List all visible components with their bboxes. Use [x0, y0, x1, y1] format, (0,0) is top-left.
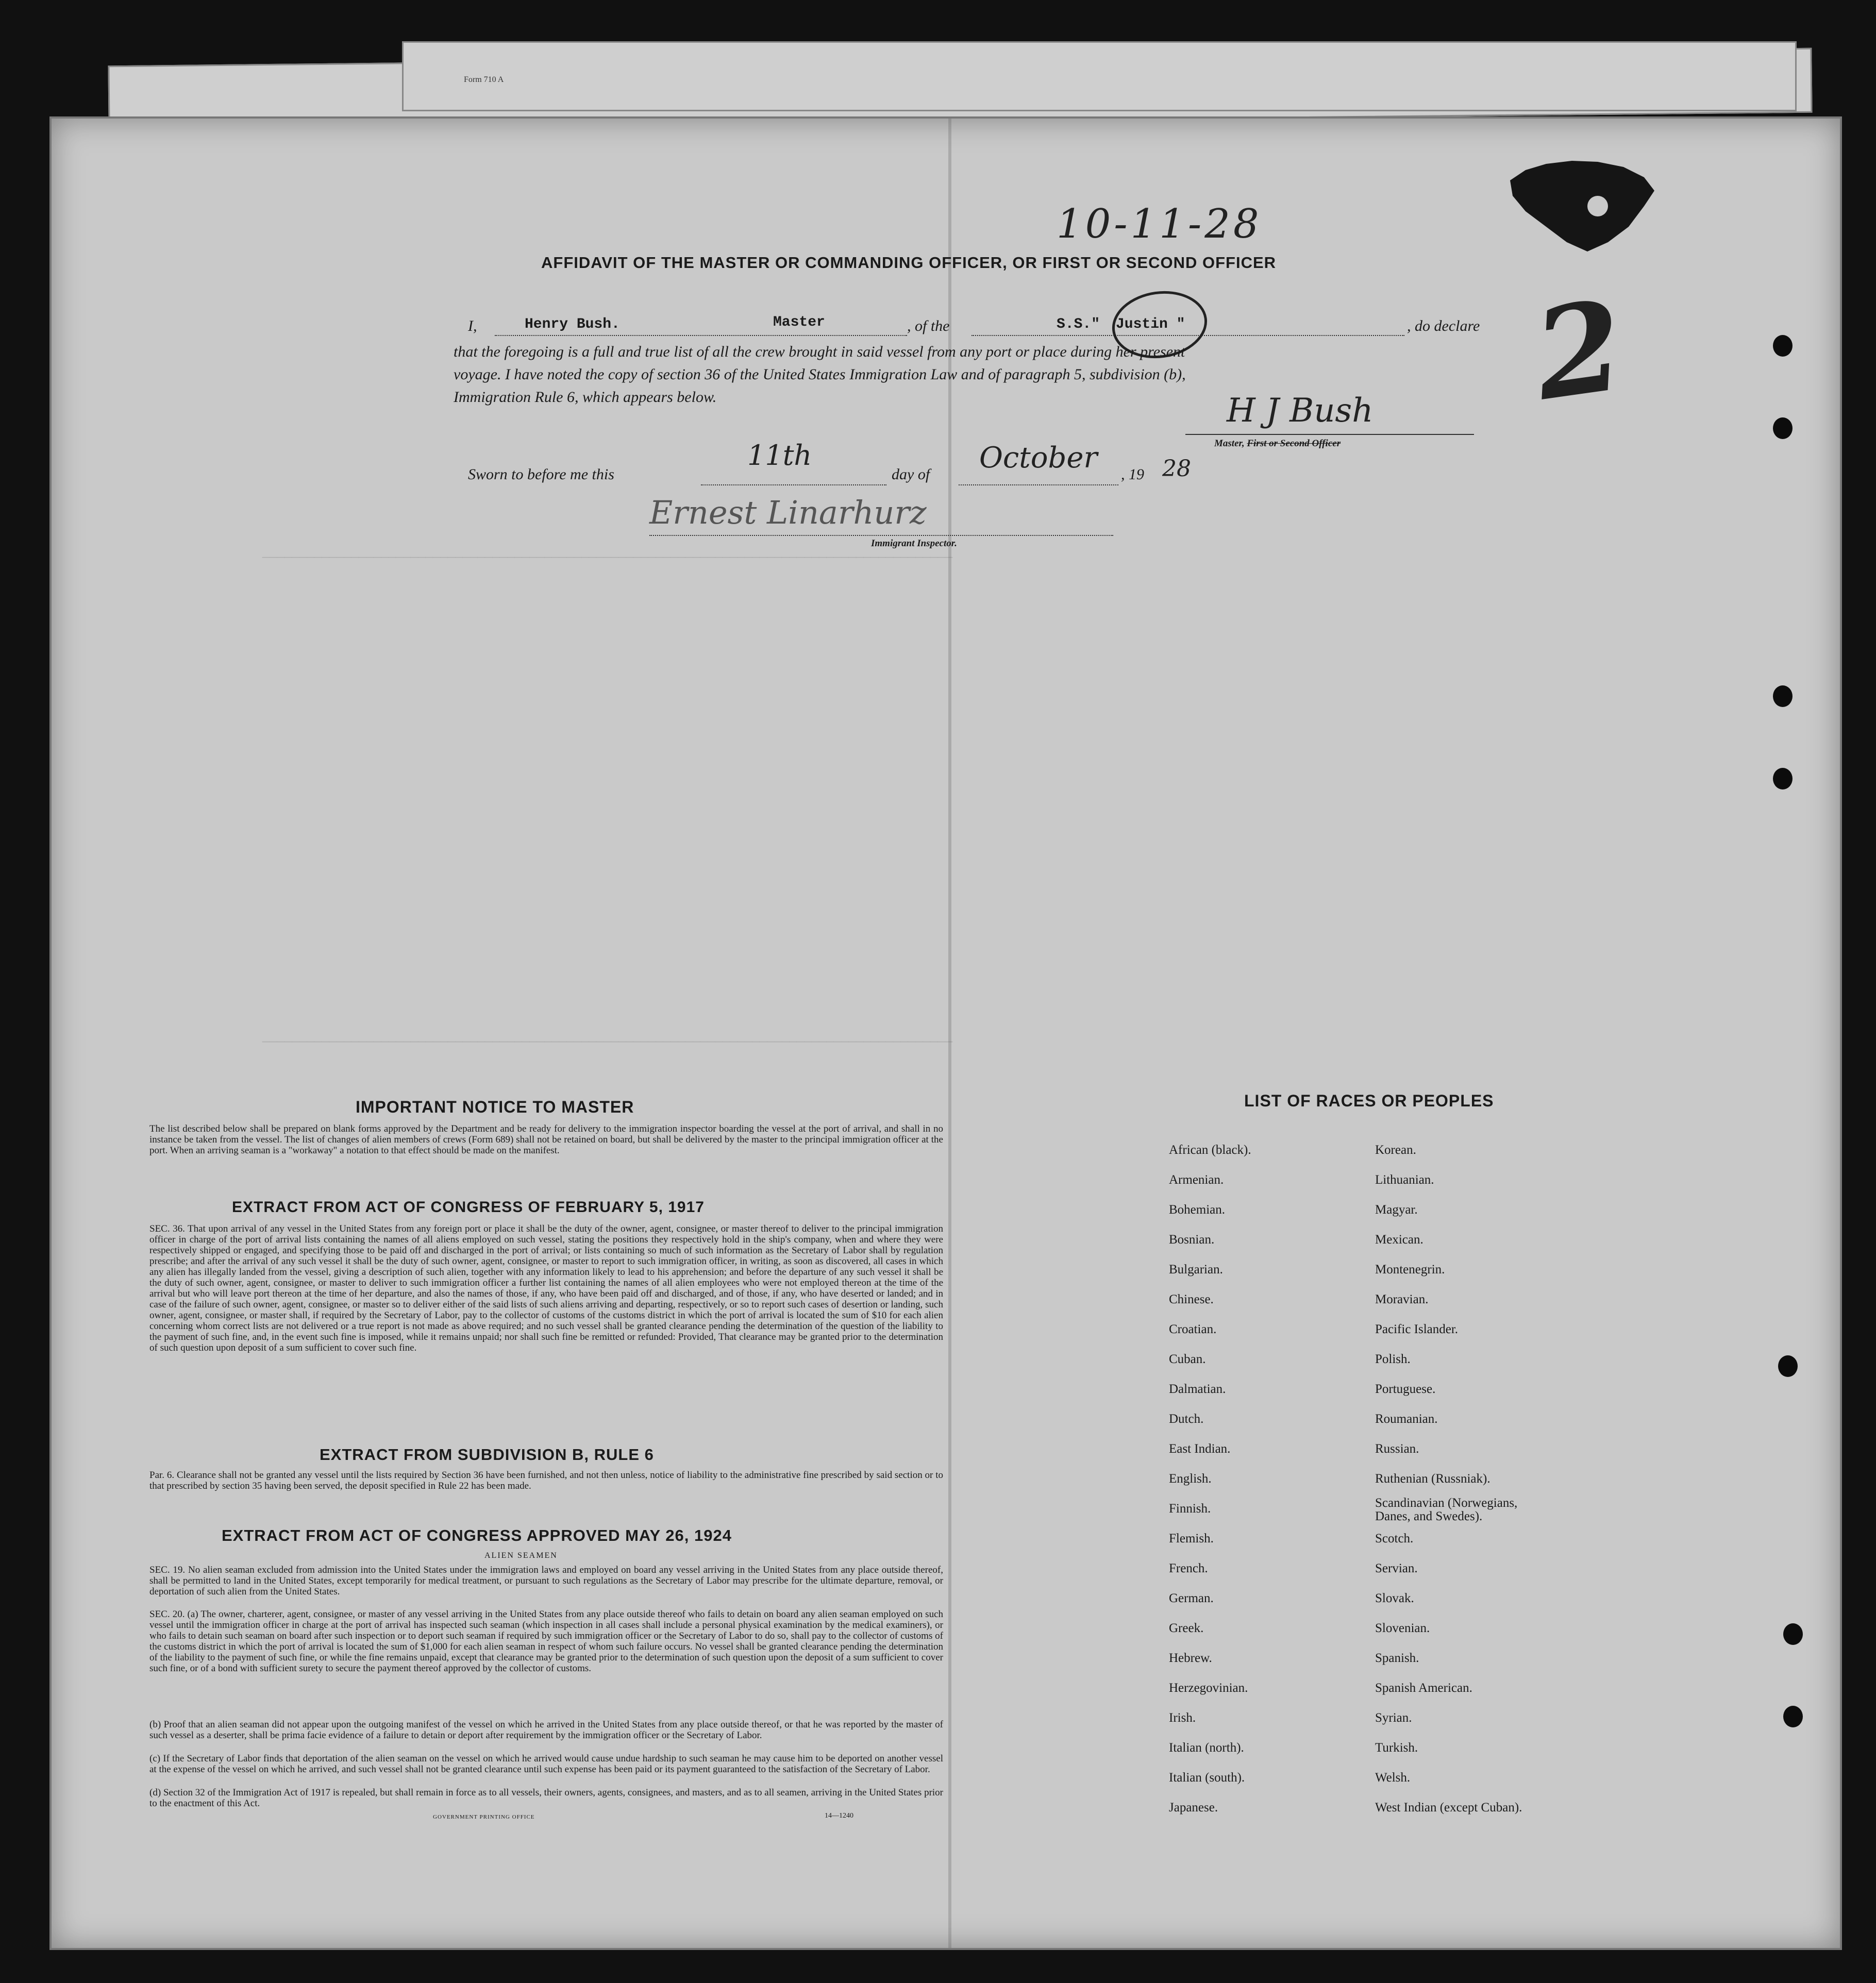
race-item: Scotch.: [1375, 1532, 1414, 1545]
race-item: Scandinavian (Norwegians, Danes, and Swedes).: [1375, 1496, 1518, 1523]
race-item: Moravian.: [1375, 1292, 1429, 1306]
race-item: Finnish.: [1169, 1502, 1211, 1516]
race-item: East Indian.: [1169, 1442, 1231, 1456]
race-item: Chinese.: [1169, 1292, 1214, 1306]
race-item: Armenian.: [1169, 1173, 1224, 1187]
extract-1924-sec20a: SEC. 20. (a) The owner, charterer, agent, consignee, or master of any vessel arriving in the United States from any place outside thereof who fails to detain on board any alien seaman employed on such vessel until the immigration officer in charge at the port of arrival has inspected such seaman (which inspection in all cases shall include a personal physical examination by the medical examiners), or who fails to detain such seaman on board after such inspection or to deport such seaman if required by such immigration officer or the Secretary of Labor to do so, shall pay to the collector of customs of the customs district in which the port of arrival is located the sum of $1,000 for each alien seaman in respect of whom such failure occurs. No vessel shall be granted clearance pending the determination of the liability to the payment of such fine, or while the fine remains unpaid, except that clearance may be granted prior to the determination of such question upon the deposit of a sum sufficient to cover such fine, or of a bond with sufficient surety to secure the payment thereof approved by the collector of customs.: [149, 1609, 943, 1674]
master-signature: H J Bush: [1227, 392, 1373, 430]
affidavit-sheet: ───────────────────────────────────────────────────────────────────────────────────────────── ───────────────────────────────────────────────────────────────────────────────────────────── 10-11-28 2 AFFIDAVIT OF THE MASTER OR COMMANDING OFFICER, OR FIRST OR SECOND OFFICER I, Henry Bush. Master , of the S.S." Justin " , do declare that the foregoing is a full and true list of all the crew brought in said vessel from any port or place during her present voyage. I have noted the copy of section 36 of the United States Immigration Law and of paragraph 5, subdivision (b), Immigration Rule 6, which appears below. H J Bush Master, First or Second Officer Sworn to before me this 11th day of October , 19 28 Ernest Linarhurz Immigrant Inspector. IMPORTANT NOTICE TO MASTER The list described below shall be prepared on blank forms approved by the Department and be ready for delivery to the immigration inspector boarding the vessel at the port of arrival, and shall in no instance be taken from the vessel. The list of changes of alien members of crews (Form 689) shall not be retained on board, but shall be delivered by the master to the principal immigration officer at the port. When an arriving seaman is a "workaway" a notation to that effect should be made on the manifest. EXTRACT FROM ACT OF CONGRESS OF FEBRUARY 5, 1917 SEC. 36. That upon arrival of any vessel in the United States from any foreign port or place it shall be the duty of the owner, agent, consignee, or master thereof to deliver to the principal immigration officer in charge of the port of arrival lists containing the names of all aliens employed on such vessel, stating the positions they respectively hold in the ship's company, when and where they were respectively shipped or engaged, and specifying those to be paid off and discharged in the port of arrival; or lists containing so much of such information as the Secretary of Labor shall by regulation prescribe; and after the arrival of any such vessel it shall be the duty of such owner, agent, consignee, or master to report to such immigration officer, in writing, as soon as discovered, all cases in which any alien has illegally landed from the vessel, giving a description of such alien, together with any information likely to lead to his apprehension; and before the departure of any such vessel it shall be the duty of such owner, agent, consignee, or master to deliver to such immigration officer a further list containing the names of all alien employees who were not employed thereon at the time of the arrival but who will leave port thereon at the time of her departure, and also the names of those, if any, who have been paid off and discharged, and of those, if any, who have deserted or landed; and in case of the failure of such owner, agent, consignee, or master so to deliver either of the said lists of such aliens arriving and departing, respectively, or so to report such cases of desertion or landing, such owner, agent, consignee, or master shall, if required by the Secretary of Labor, pay to the collector of customs of the customs district in which the port of arrival is located the sum of $10 for each alien concerning whom correct lists are not delivered or a true report is not made as above required; and no such vessel shall be granted clearance pending the determination of the question of the liability to the payment of such fine, and, in the event such fine is imposed, while it remains unpaid; nor shall such fine be remitted or refunded: Provided, That clearance may be granted prior to the determination of such question upon deposit of a sum sufficient to cover such fine. EXTRACT FROM SUBDIVISION B, RULE 6 Par. 6. Clearance shall not be granted any vessel until the lists required by Section 36 have been furnished, and not then unless, notice of liability to the administrative fine prescribed by said section or to that prescribed by section 35 having been served, the deposit specified in Rule 22 has been made. EXTRACT FROM ACT OF CONGRESS APPROVED MAY 26, 1924 ALIEN SEAMEN SEC. 19. No alien seaman excluded from admission into the United States under the immigration laws and employed on board any vessel arriving in the United States from any place outside thereof, shall be permitted to land in the United States, except temporarily for medical treatment, or pursuant to such regulations as the Secretary of Labor may prescribe for the ultimate departure, removal, or deportation of such alien from the United States. SEC. 20. (a) The owner, charterer, agent, consignee, or master of any vessel arriving in the United States from any place outside thereof who fails to detain on board any alien seaman employed on such vessel until the immigration officer in charge at the port of arrival has inspected such seaman (which inspection in all cases shall include a personal physical examination by the medical examiners), or who fails to detain such seaman on board after such inspection or to deport such seaman if required by such immigration officer or the Secretary of Labor to do so, shall pay to the collector of customs of the customs district in which the port of arrival is located the sum of $1,000 for each alien seaman in respect of whom such failure occurs. No vessel shall be granted clearance pending the determination of the liability to the payment of such fine, or while the fine remains unpaid, except that clearance may be granted prior to the determination of such question upon the deposit of a sum sufficient to cover such fine, or of a bond with sufficient surety to secure the payment thereof approved by the collector of customs. (b) Proof that an alien seaman did not appear upon the outgoing manifest of the vessel on which he arrived in the United States from any place outside thereof, or that he was reported by the master of such vessel as a deserter, shall be prima facie evidence of a failure to detain or deport after requirement by the immigration officer or the Secretary of Labor. (c) If the Secretary of Labor finds that deportation of the alien seaman on the vessel on which he arrived would cause undue hardship to such seaman he may cause him to be deported on another vessel at the expense of the vessel on which he arrived, and such vessel shall not be granted clearance until such expense has been paid or its payment guaranteed to the satisfaction of the Secretary of Labor. (d) Section 32 of the Immigration Act of 1917 is repealed, but shall remain in force as to all vessels, their owners, agents, consignees, and masters, and as to all seamen, arriving in the United States prior to the enactment of this Act. GOVERNMENT PRINTING OFFICE 14—1240 LIST OF RACES OR PEOPLES African (black). Armenian. Bohemian. Bosnian. Bulgarian. Chinese. Croatian. Cuban. Dalmatian. Dutch. East Indian. English. Finnish. Flemish. French. German. Greek. Hebrew. Herzegovinian. Irish. Italian (north). Italian (south). Japanese. Korean. Lithuanian. Magyar. Mexican. Montenegrin. Moravian. Pacific Islander. Polish. Portuguese. Roumanian. Russian. Ruthenian (Russniak). Scandinavian (Norwegians, Danes, and Swedes). Scotch. Servian. Slovak. Slovenian. Spanish. Spanish American. Syrian. Turkish. Welsh. West Indian (except Cuban).: [49, 116, 1842, 1950]
race-item: Croatian.: [1169, 1322, 1217, 1336]
race-item: Welsh.: [1375, 1771, 1411, 1785]
race-item: Lithuanian.: [1375, 1173, 1434, 1187]
inspector-signature: Ernest Linarhurz: [649, 494, 927, 531]
inspector-caption: Immigrant Inspector.: [871, 538, 957, 549]
punch-hole: [1773, 417, 1793, 439]
race-item: Bosnian.: [1169, 1233, 1215, 1247]
race-item: Polish.: [1375, 1352, 1411, 1366]
race-item: Spanish.: [1375, 1651, 1419, 1665]
of-the-label: , of the: [907, 317, 950, 334]
do-declare-label: , do declare: [1407, 317, 1480, 334]
punch-hole: [1783, 1706, 1803, 1727]
race-item: Servian.: [1375, 1561, 1418, 1575]
race-item: Dalmatian.: [1169, 1382, 1226, 1396]
extract-rule6-body: Par. 6. Clearance shall not be granted any vessel until the lists required by Section 36 have been furnished, and not then unless, notice of liability to the administrative fine prescribed by said section or to that prescribed by section 35 having been served, the deposit specified in Rule 22 has been made.: [149, 1470, 943, 1491]
race-item: Flemish.: [1169, 1532, 1214, 1545]
race-item: Spanish American.: [1375, 1681, 1472, 1695]
punch-hole: [1778, 1355, 1798, 1377]
race-item: Italian (south).: [1169, 1771, 1245, 1785]
sworn-label: Sworn to before me this: [468, 466, 614, 483]
extract-1917-title: EXTRACT FROM ACT OF CONGRESS OF FEBRUARY 5, 1917: [232, 1199, 705, 1216]
race-item: Ruthenian (Russniak).: [1375, 1472, 1490, 1486]
races-title: LIST OF RACES OR PEOPLES: [1244, 1091, 1494, 1110]
race-item: Bulgarian.: [1169, 1263, 1223, 1276]
race-item: Greek.: [1169, 1621, 1204, 1635]
race-item: Dutch.: [1169, 1412, 1204, 1426]
race-item: Pacific Islander.: [1375, 1322, 1459, 1336]
race-item: English.: [1169, 1472, 1212, 1486]
form-code: 14—1240: [825, 1812, 853, 1820]
affidavit-line-1: that the foregoing is a full and true list of all the crew brought in said vessel from any port or place during her present: [454, 343, 1185, 360]
extract-1924-subtitle: ALIEN SEAMEN: [484, 1551, 558, 1560]
affidavit-i: I,: [468, 317, 477, 334]
extract-1924-sec20c: (c) If the Secretary of Labor finds that deportation of the alien seaman on the vessel on which he arrived would cause undue hardship to such seaman he may cause him to be deported on another vessel at the expense of the vessel on which he arrived, and such vessel shall not be granted clearance until such expense has been paid or its payment guaranteed to the satisfaction of the Secretary of Labor.: [149, 1753, 943, 1775]
form-number: Form 710 A: [464, 75, 504, 84]
affidavit-line-3: Immigration Rule 6, which appears below.: [454, 389, 717, 406]
day-of-label: day of: [892, 466, 930, 483]
race-item: West Indian (except Cuban).: [1375, 1801, 1522, 1814]
seal-stamp: [1505, 160, 1660, 263]
sworn-month: October: [979, 441, 1098, 475]
punch-hole: [1773, 768, 1793, 789]
punch-hole: [1783, 1623, 1803, 1645]
extract-1924-title: EXTRACT FROM ACT OF CONGRESS APPROVED MAY 26, 1924: [222, 1526, 732, 1544]
race-item: Cuban.: [1169, 1352, 1206, 1366]
printer-mark: GOVERNMENT PRINTING OFFICE: [433, 1814, 535, 1820]
race-item: Japanese.: [1169, 1801, 1218, 1814]
race-item: Russian.: [1375, 1442, 1419, 1456]
race-item: Korean.: [1375, 1143, 1416, 1157]
race-item: Roumanian.: [1375, 1412, 1438, 1426]
race-item: Slovak.: [1375, 1591, 1414, 1605]
master-rank: Master: [773, 314, 825, 330]
race-item: African (black).: [1169, 1143, 1251, 1157]
year-prefix: , 19: [1121, 466, 1144, 483]
punch-hole: [1773, 335, 1793, 357]
extract-1924-sec19: SEC. 19. No alien seaman excluded from admission into the United States under the immigration laws and employed on board any vessel arriving in the United States from any place outside thereof, shall be permitted to land in the United States, except temporarily for medical treatment, or pursuant to such regulations as the Secretary of Labor may prescribe for the ultimate departure, removal, or deportation of such alien from the United States.: [149, 1565, 943, 1597]
punch-hole: [1773, 685, 1793, 707]
notice-title: IMPORTANT NOTICE TO MASTER: [356, 1098, 634, 1116]
notice-body: The list described below shall be prepared on blank forms approved by the Department and be ready for delivery to the immigration inspector boarding the vessel at the port of arrival, and shall in no instance be taken from the vessel. The list of changes of alien members of crews (Form 689) shall not be retained on board, but shall be delivered by the master to the principal immigration officer at the port. When an arriving seaman is a "workaway" a notation to that effect should be made on the manifest.: [149, 1123, 943, 1156]
back-sheet-2: [402, 41, 1797, 111]
date-stamp: 10-11-28: [1057, 201, 1262, 247]
race-item: Mexican.: [1375, 1233, 1423, 1247]
race-item: Italian (north).: [1169, 1741, 1244, 1755]
sheet-number: 2: [1526, 272, 1632, 429]
ship-prefix: S.S.": [1057, 316, 1100, 332]
race-item: Syrian.: [1375, 1711, 1412, 1725]
sworn-day: 11th: [747, 439, 812, 472]
race-item: Slovenian.: [1375, 1621, 1430, 1635]
race-item: Hebrew.: [1169, 1651, 1212, 1665]
race-item: Bohemian.: [1169, 1203, 1226, 1217]
race-item: Herzegovinian.: [1169, 1681, 1248, 1695]
race-item: Irish.: [1169, 1711, 1196, 1725]
sworn-year: 28: [1162, 456, 1191, 482]
extract-1924-sec20d: (d) Section 32 of the Immigration Act of 1917 is repealed, but shall remain in force as to all vessels, their owners, agents, consignees, and masters, and as to all seamen, arriving in the United States prior to the enactment of this Act.: [149, 1787, 943, 1809]
master-name: Henry Bush.: [525, 316, 620, 332]
affidavit-title: AFFIDAVIT OF THE MASTER OR COMMANDING OFFICER, OR FIRST OR SECOND OFFICER: [541, 254, 1277, 272]
race-item: French.: [1169, 1561, 1208, 1575]
affidavit-line-2: voyage. I have noted the copy of section 36 of the United States Immigration Law and of paragraph 5, subdivision (b),: [454, 366, 1186, 383]
race-item: German.: [1169, 1591, 1214, 1605]
race-item: Magyar.: [1375, 1203, 1418, 1217]
race-item: Montenegrin.: [1375, 1263, 1445, 1276]
extract-1924-sec20b: (b) Proof that an alien seaman did not appear upon the outgoing manifest of the vessel on which he arrived in the United States from any place outside thereof, or that he was reported by the master of such vessel as a deserter, shall be prima facie evidence of a failure to detain or deport after requirement by the immigration officer or the Secretary of Labor.: [149, 1719, 943, 1741]
extract-rule6-title: EXTRACT FROM SUBDIVISION B, RULE 6: [320, 1446, 654, 1464]
extract-1917-body: SEC. 36. That upon arrival of any vessel in the United States from any foreign port or place it shall be the duty of the owner, agent, consignee, or master thereof to deliver to the principal immigration officer in charge of the port of arrival lists containing the names of all aliens employed on such vessel, stating the positions they respectively hold in the ship's company, when and where they were respectively shipped or engaged, and specifying those to be paid off and discharged in the port of arrival; or lists containing so much of such information as the Secretary of Labor shall by regulation prescribe; and after the arrival of any such vessel it shall be the duty of such owner, agent, consignee, or master to report to such immigration officer, in writing, as soon as discovered, all cases in which any alien has illegally landed from the vessel, giving a description of such alien, together with any information likely to lead to his apprehension; and before the departure of any such vessel it shall be the duty of such owner, agent, consignee, or master to deliver to such immigration officer a further list containing the names of all alien employees who were not employed thereon at the time of the arrival but who will leave port thereon at the time of her departure, and also the names of those, if any, who have been paid off and discharged, and of those, if any, who have deserted or landed; and in case of the failure of such owner, agent, consignee, or master so to deliver either of the said lists of such aliens arriving and departing, respectively, or so to report such cases of desertion or landing, such owner, agent, consignee, or master shall, if required by the Secretary of Labor, pay to the collector of customs of the customs district in which the port of arrival is located the sum of $10 for each alien concerning whom correct lists are not delivered or a true report is not made as above required; and no such vessel shall be granted clearance pending the determination of the question of the liability to the payment of such fine, and, in the event such fine is imposed, while it remains unpaid; nor shall such fine be remitted or refunded: Provided, That clearance may be granted prior to the determination of such question upon deposit of a sum sufficient to cover such fine.: [149, 1223, 943, 1353]
signature-caption: Master, First or Second Officer: [1214, 438, 1341, 449]
race-item: Turkish.: [1375, 1741, 1418, 1755]
race-item: Portuguese.: [1375, 1382, 1436, 1396]
ship-name: Justin ": [1116, 316, 1185, 332]
